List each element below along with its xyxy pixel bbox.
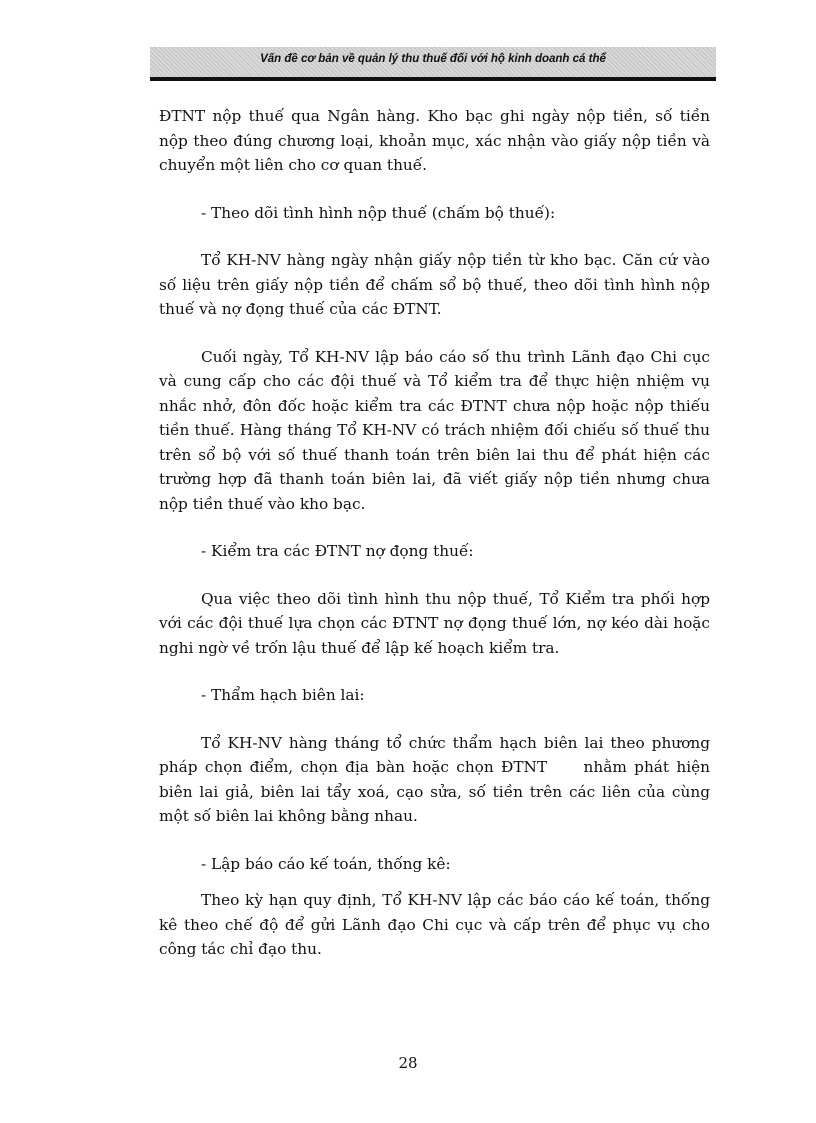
paragraph-6: Theo kỳ hạn quy định, Tổ KH-NV lập các báo cáo kế toán, thống kê theo chế độ để gửi Lãnh đạo Chi cục và cấp trên để phục vụ cho công tác chỉ đạo thu.	[159, 891, 710, 958]
paragraph-1: ĐTNT nộp thuế qua Ngân hàng. Kho bạc ghi ngày nộp tiền, số tiền nộp theo đúng chương loại, khoản mục, xác nhận vào giấy nộp tiền và chuyển một liên cho cơ quan thuế.	[159, 107, 710, 174]
paragraph-5: Tổ KH-NV hàng tháng tổ chức thẩm hạch biên lai theo phương pháp chọn điểm, chọn địa bàn hoặc chọn ĐTNT nhằm phát hiện biên lai giả, biên lai tẩy xoá, cạo sửa, số tiền trên các liên của cùng một số biên lai không bằng nhau.	[159, 733, 715, 825]
paragraph-4: Qua việc theo dõi tình hình thu nộp thuế, Tổ Kiểm tra phối hợp với các đội thuế lựa chọn các ĐTNT nợ đọng thuế lớn, nợ kéo dài hoặc nghi ngờ về trốn lậu thuế để lập kế hoạch kiểm tra.	[159, 589, 715, 657]
running-header-title: Vấn đề cơ bản về quản lý thu thuế đối với hộ kinh doanh cá thể	[260, 53, 606, 65]
header-rule	[150, 77, 716, 81]
subheading-cham-bo-thue: - Theo dõi tình hình nộp thuế (chấm bộ thuế):	[201, 203, 556, 222]
subheading-kiem-tra-no-dong: - Kiểm tra các ĐTNT nợ đọng thuế:	[201, 542, 474, 560]
body-text	[159, 104, 715, 962]
paragraph-2: Tổ KH-NV hàng ngày nhận giấy nộp tiền từ kho bạc. Căn cứ vào số liệu trên giấy nộp tiền để chấm sổ bộ thuế, theo dõi tình hình nộp thuế và nợ đọng thuế của các ĐTNT.	[159, 251, 710, 318]
subheading-tham-hach: - Thẩm hạch biên lai:	[201, 686, 365, 704]
page-number: 28	[398, 1054, 418, 1072]
subheading-bao-cao: - Lập báo cáo kế toán, thống kê:	[201, 854, 451, 873]
paragraph-3: Cuối ngày, Tổ KH-NV lập báo cáo số thu trình Lãnh đạo Chi cục và cung cấp cho các đội thuế và Tổ kiểm tra để thực hiện nhiệm vụ nhắc nhở, đôn đốc hoặc kiểm tra các ĐTNT chưa nộp hoặc nộp thiếu tiền thuế. Hàng tháng Tổ KH-NV có trách nhiệm đối chiếu số thuế thu trên sổ bộ với số thuế thanh toán trên biên lai thu để phát hiện các trường hợp đã thanh toán biên lai, đã viết giấy nộp tiền nhưng chưa nộp tiền thuế vào kho bạc.	[159, 347, 710, 513]
